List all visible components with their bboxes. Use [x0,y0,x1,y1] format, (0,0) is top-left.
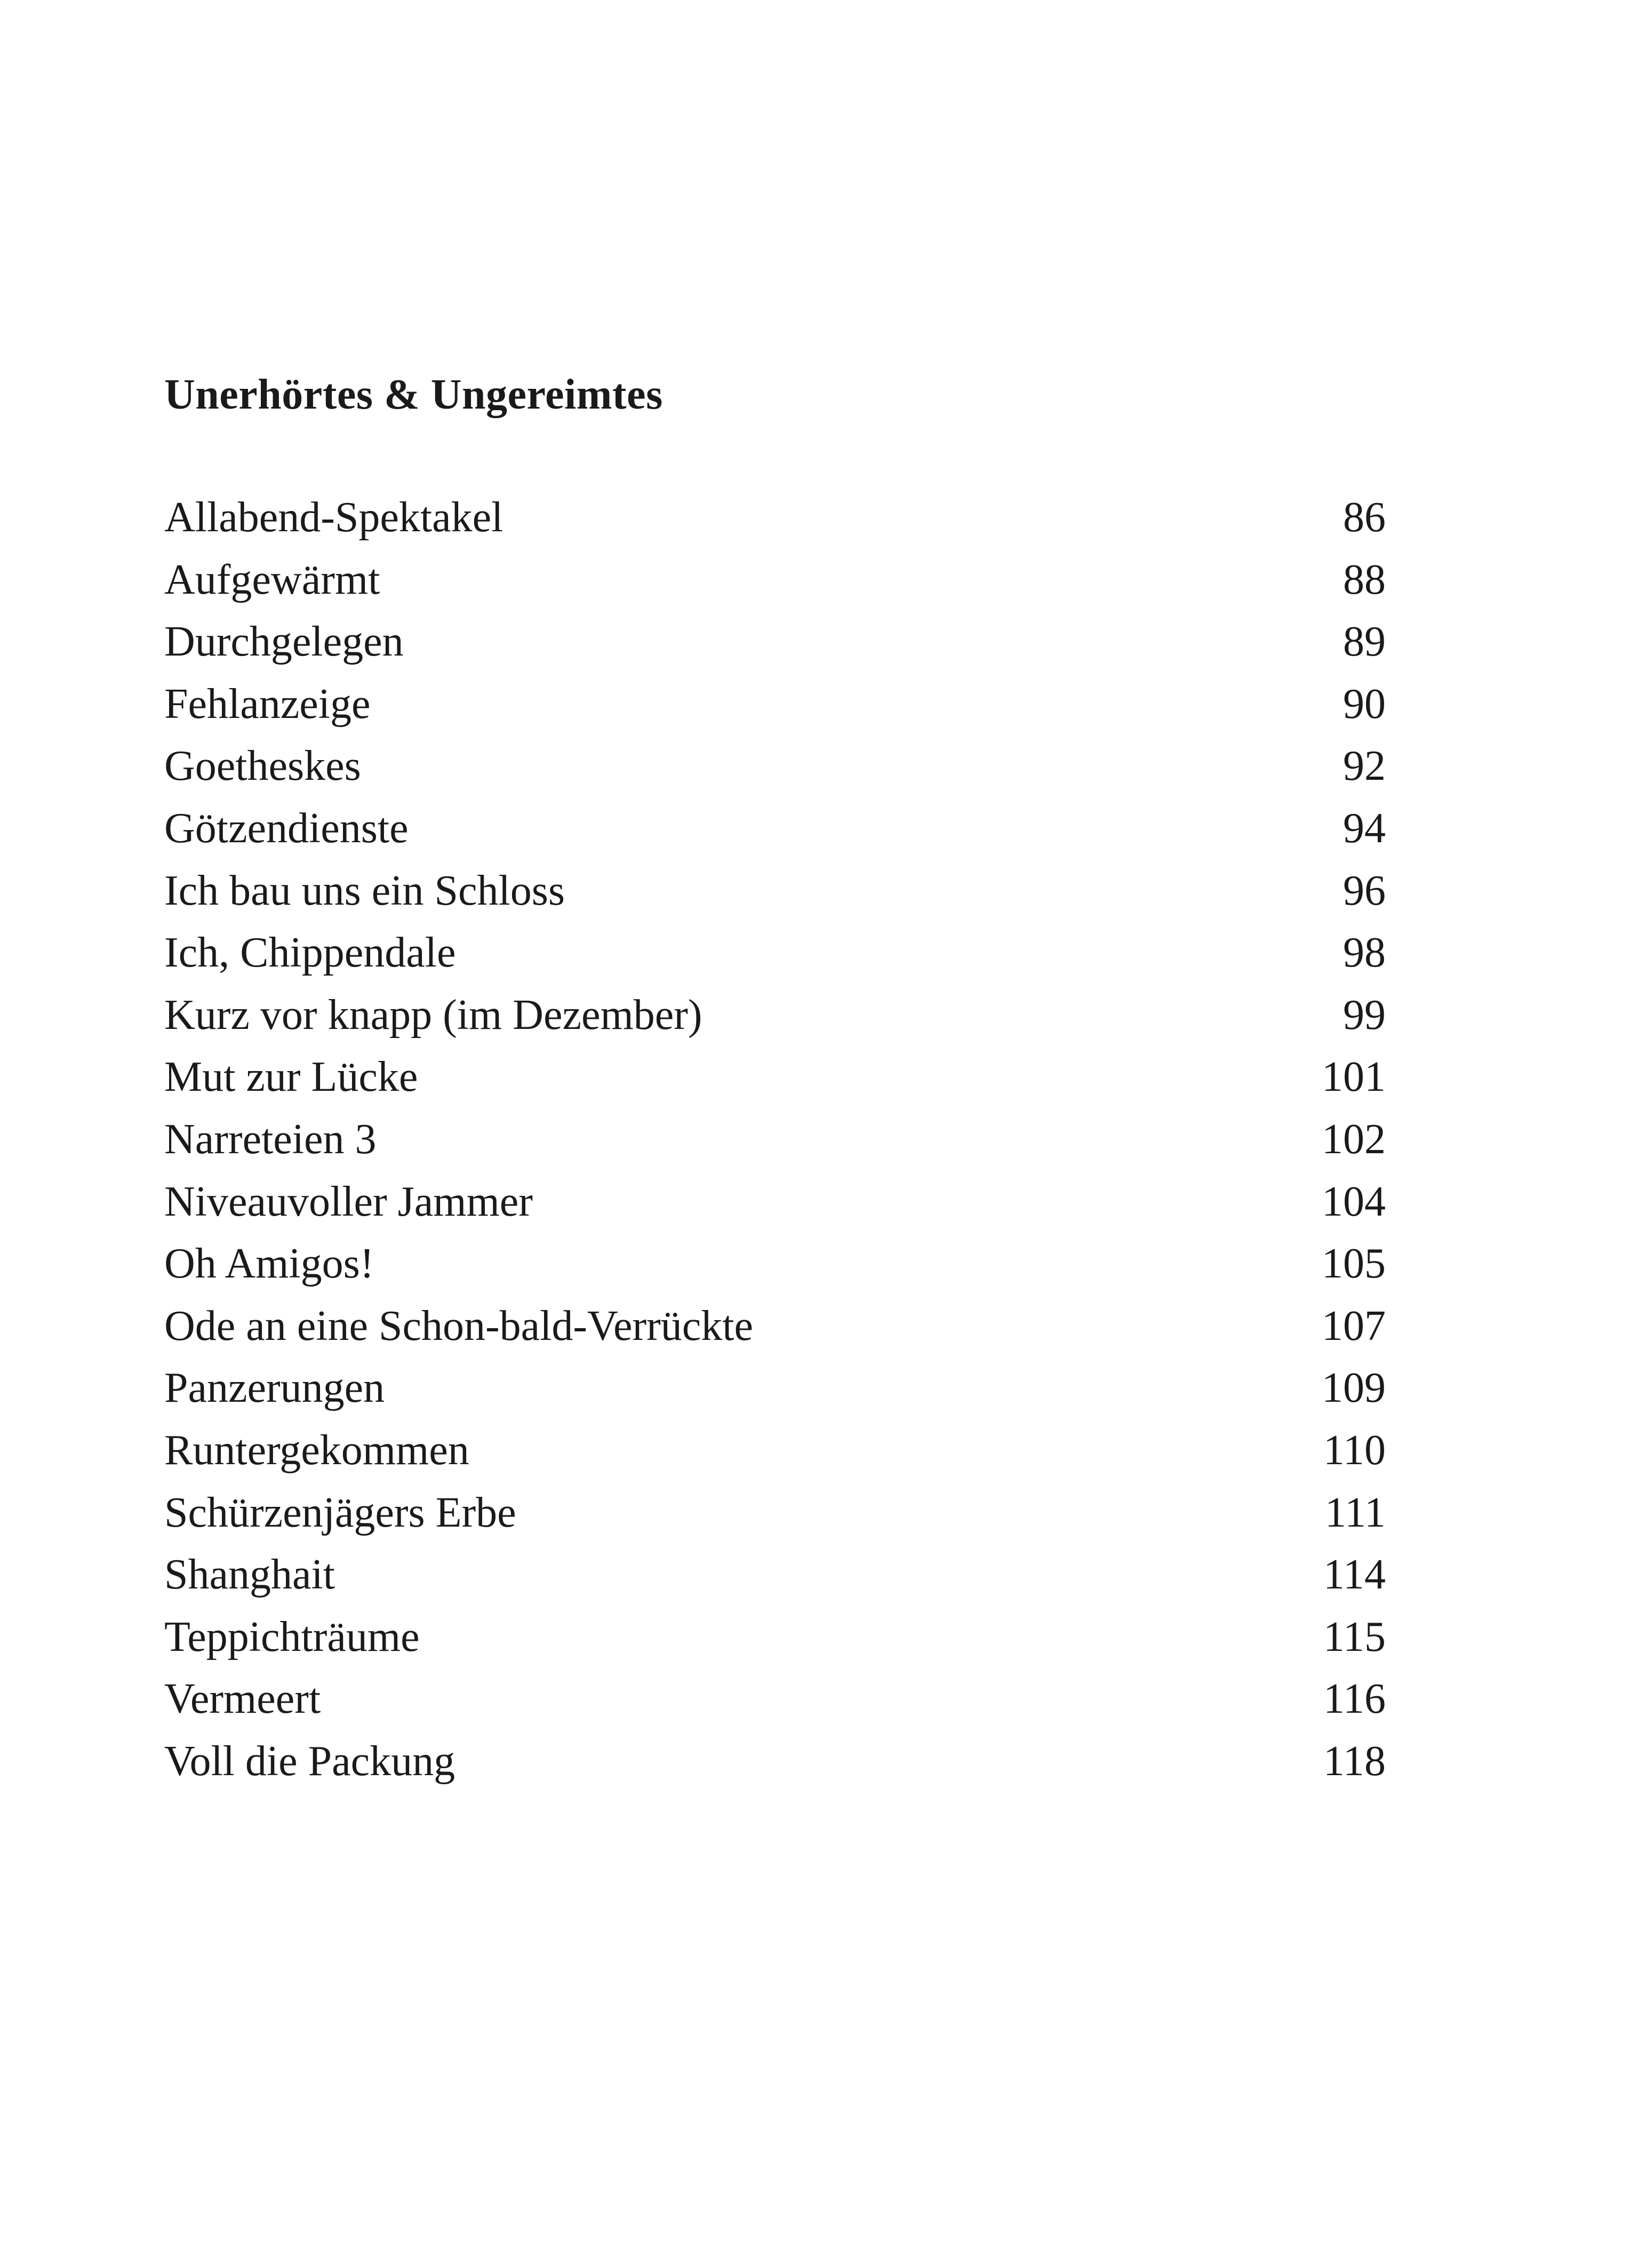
toc-entry-page: 116 [1323,1675,1386,1723]
toc-entry-title: Ode an eine Schon-bald-Verrückte [164,1302,753,1349]
toc-entry-page: 105 [1322,1240,1386,1288]
toc-entry-page: 99 [1343,991,1386,1039]
toc-entry [164,1613,1386,1678]
toc-entry-page: 101 [1322,1053,1386,1101]
toc-entry [164,496,1386,558]
toc-entry-title: Fehlanzeige [164,680,371,728]
toc-entry [164,1115,1386,1180]
toc-entry [164,742,1386,807]
toc-entry [164,1737,1386,1802]
toc-entry-title: Niveauvoller Jammer [164,1178,533,1225]
toc-entry-page: 98 [1343,929,1386,977]
toc-entry [164,1053,1386,1118]
toc-entry [164,931,1386,994]
toc-entry [164,1553,1386,1616]
toc-entry-title: Durchgelegen [164,618,404,666]
toc-entry-title: Kurz vor knapp (im Dezember) [164,991,702,1039]
toc-entry-page: 92 [1343,742,1386,790]
toc-entry [164,620,1386,683]
toc-entry [164,1302,1386,1367]
toc-entry-page: 115 [1323,1613,1386,1660]
table-of-contents [164,496,1386,1802]
toc-entry [164,1180,1386,1243]
toc-entry-page: 90 [1343,680,1386,728]
toc-entry-page: 104 [1322,1178,1386,1225]
toc-entry [164,558,1386,621]
toc-entry-title: Teppichträume [164,1613,420,1660]
toc-entry-title: Oh Amigos! [164,1240,374,1288]
toc-entry [164,991,1386,1056]
toc-entry-title: Voll die Packung [164,1737,456,1785]
toc-entry-page: 111 [1324,1489,1386,1536]
toc-entry-page: 109 [1322,1364,1386,1412]
toc-entry-page: 102 [1322,1115,1386,1163]
toc-entry [164,869,1386,932]
toc-entry-page: 110 [1323,1426,1386,1474]
toc-entry-page: 88 [1343,556,1386,603]
toc-entry-title: Allabend-Spektakel [164,494,504,541]
toc-entry-page: 94 [1343,804,1386,852]
toc-entry-page: 86 [1343,494,1386,541]
toc-entry-page: 114 [1323,1551,1386,1599]
toc-entry-page: 96 [1343,867,1386,914]
toc-entry-title: Goetheskes [164,742,361,790]
section-heading: Unerhörtes & Ungereimtes [164,371,663,418]
toc-entry-page: 107 [1322,1302,1386,1349]
toc-entry [164,1675,1386,1740]
toc-entry [164,680,1386,745]
toc-entry-title: Mut zur Lücke [164,1053,418,1101]
toc-entry-title: Panzerungen [164,1364,385,1412]
toc-entry-title: Aufgewärmt [164,556,380,603]
toc-entry [164,1426,1386,1491]
toc-entry-title: Shanghait [164,1551,335,1599]
toc-entry-title: Schürzenjägers Erbe [164,1489,516,1536]
toc-entry [164,1364,1386,1429]
toc-entry-title: Ich, Chippendale [164,929,456,977]
toc-entry [164,1242,1386,1305]
toc-entry-title: Ich bau uns ein Schloss [164,867,565,914]
toc-entry-title: Götzendienste [164,804,409,852]
toc-entry [164,804,1386,869]
toc-entry-page: 118 [1323,1737,1386,1785]
toc-entry-title: Vermeert [164,1675,321,1723]
toc-entry-page: 89 [1343,618,1386,666]
toc-entry [164,1491,1386,1554]
toc-entry-title: Runtergekommen [164,1426,469,1474]
toc-entry-title: Narreteien 3 [164,1115,377,1163]
